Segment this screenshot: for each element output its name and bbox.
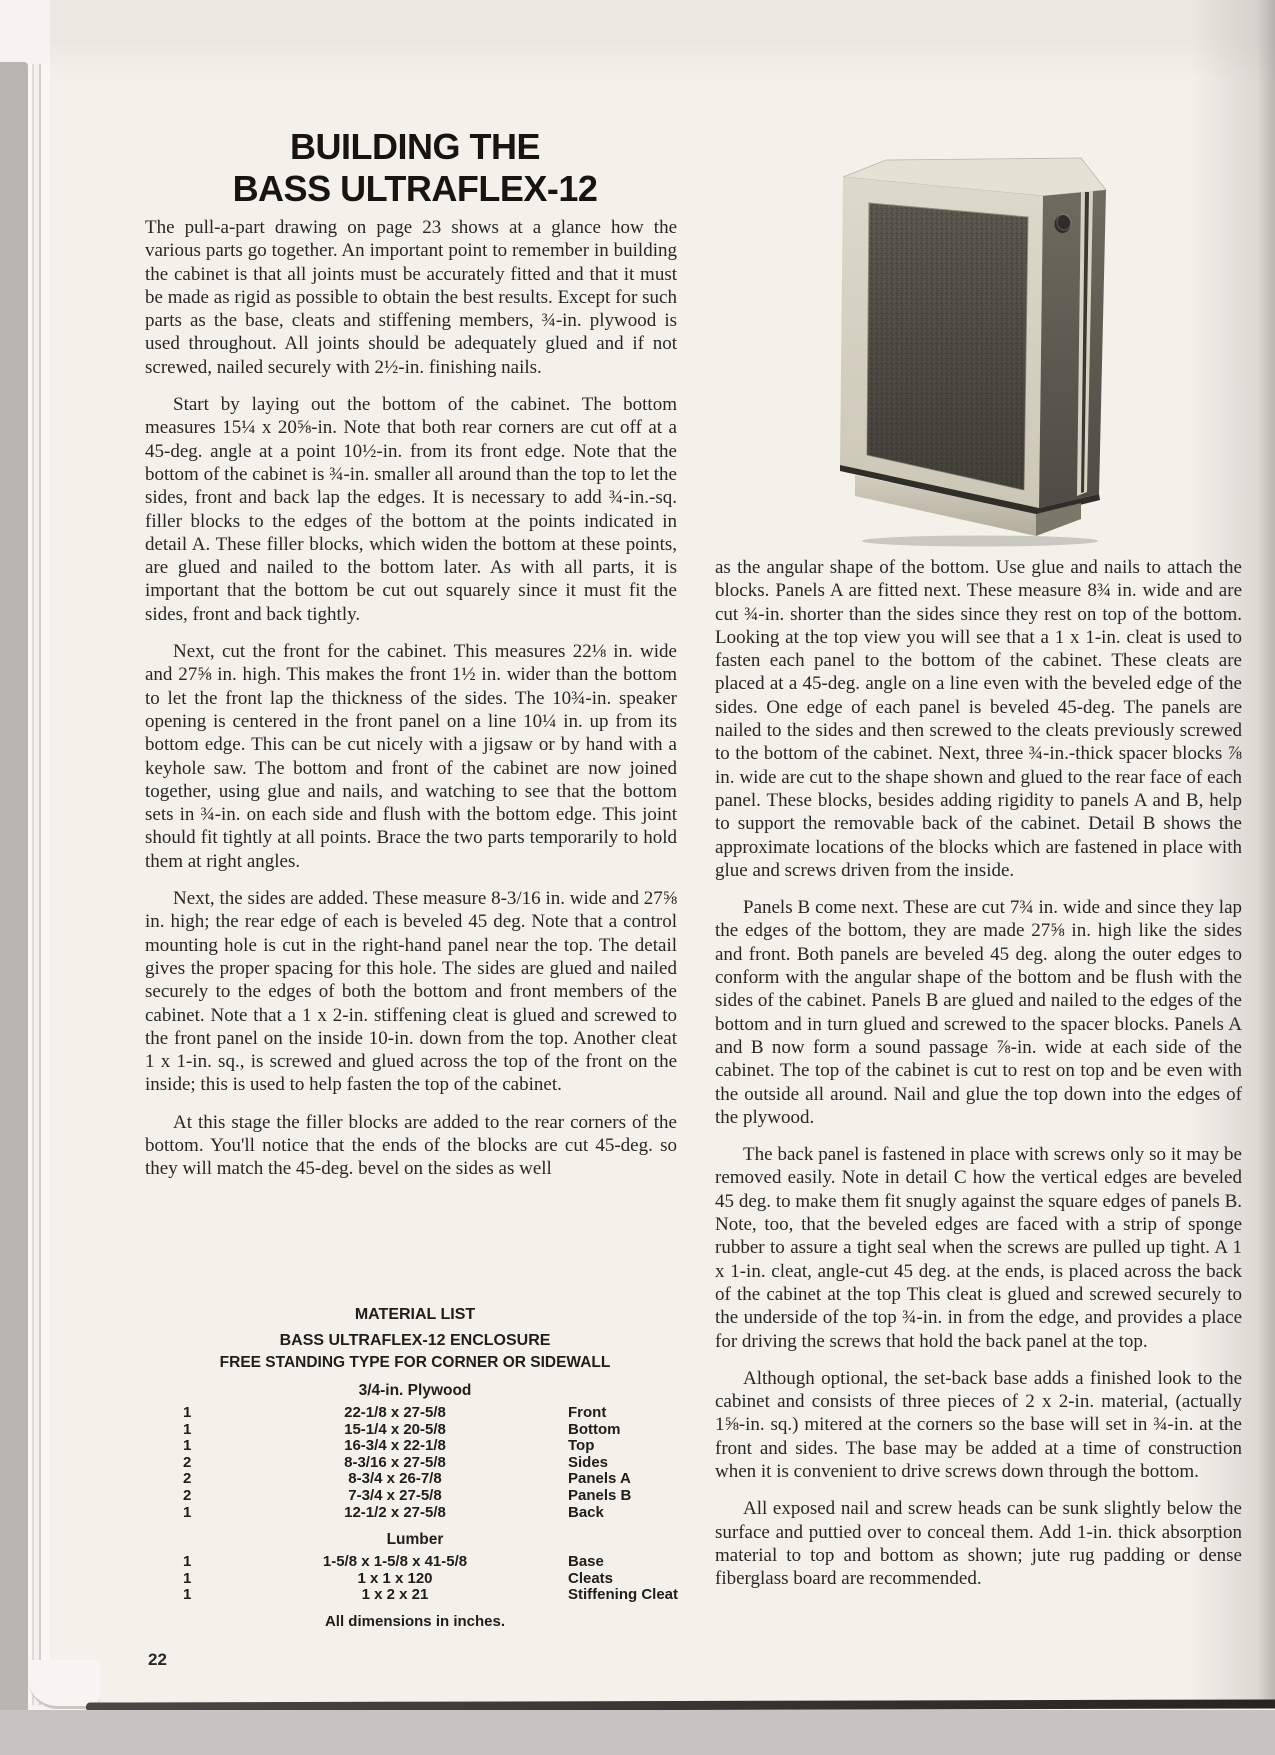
paragraph: The pull-a-part drawing on page 23 shows at a glance how the various parts go together. An important point to remember in building the cabinet is that all joints must be accurately fitted and that it must be made as rigid as possible to obtain the best results. Except for such parts as the base, cleats and stiffening members, ¾-in. plywood is used throughout. All joints should be adequately glued and if not screwed, nailed securely with 2½-in. finishing nails. (145, 217, 677, 378)
material-row (145, 1438, 685, 1455)
material-row (145, 1455, 685, 1472)
scan-bottom-background (0, 1710, 1275, 1755)
material-qty: 2 (183, 1470, 192, 1488)
material-qty: 2 (183, 1486, 192, 1504)
material-row (145, 1554, 685, 1571)
book-left-edge (0, 62, 28, 1755)
material-row (145, 1587, 685, 1604)
material-qty: 1 (183, 1586, 192, 1604)
material-size: 12-1/2 x 27-5/8 (344, 1503, 446, 1521)
material-qty: 2 (183, 1453, 192, 1471)
material-qty: 1 (183, 1420, 192, 1438)
material-part: Bottom (568, 1420, 621, 1438)
page-stack-edges (28, 64, 50, 1705)
material-part: Panels B (568, 1486, 632, 1504)
paragraph: Panels B come next. These are cut 7¾ in. wide and since they lap the edges of the bottom, they are made 27⅝ in. high like the sides and front. Both panels are beveled 45 deg. along the outer edges to conform with the angular shape of the bottom and be flush with the sides of the cabinet. Panels B are glued and nailed to the edges of the bottom and in turn glued and screwed to the spacer blocks. Panels A and B now form a sound passage ⅞-in. wide at each side of the cabinet. The top of the cabinet is cut to rest on top and be even with the outside all around. Nail and glue the top down into the edges of the plywood. (715, 897, 1242, 1128)
material-size: 16-3/4 x 22-1/8 (344, 1437, 446, 1455)
cabinet-photo-illustration (838, 156, 1114, 548)
material-qty: 1 (183, 1404, 192, 1421)
material-qty: 1 (183, 1437, 192, 1455)
material-part: Base (568, 1553, 604, 1571)
material-section-lumber: Lumber (386, 1531, 444, 1549)
page-number: 22 (148, 1650, 167, 1669)
material-size: 15-1/4 x 20-5/8 (344, 1420, 446, 1438)
paragraph: as the angular shape of the bottom. Use glue and nails to attach the blocks. Panels A are fitted next. These measure 8¾ in. wide and are cut ¾-in. shorter than the sides since they rest on top of the bottom. Looking at the top view you will see that a 1 x 1-in. cleat is used to fasten each panel to the bottom of the cabinet. These cleats are placed at a 45-deg. angle on a line even with the beveled edge of the sides. One edge of each panel is beveled 45-deg. The panels are nailed to the sides and then screwed to the cleats previously screwed to the bottom of the cabinet. Next, three ¾-in.-thick spacer blocks ⅞ in. wide are cut to the shape shown and glued to the rear face of each panel. These blocks, besides adding rigidity to panels A and B, help to support the removable back of the cabinet. Detail B shows the approximate locations of the blocks which are fastened in place with glue and screws driven from the inside. (715, 557, 1242, 881)
paragraph: Start by laying out the bottom of the cabinet. The bottom measures 15¼ x 20⅝-in. Note that both rear corners are cut off at a 45-deg. angle at a point 10½-in. from its front edge. Note that the bottom of the cabinet is ¾-in. smaller all around than the top to let the sides, front and back lap the edges. It is necessary to add ¾-in.-sq. filler blocks to the edges of the bottom at the points indicated in detail A. These filler blocks, which widen the bottom at these points, are glued and nailed to the bottom later. As with all parts, it is important that the bottom be cut out squarely since it must fit the sides, front and back tightly. (145, 394, 677, 625)
material-size: 22-1/8 x 27-5/8 (344, 1404, 446, 1421)
material-list (145, 1306, 685, 1630)
right-text-column (715, 556, 1242, 1590)
material-size: 1 x 2 x 21 (361, 1586, 429, 1604)
material-size: 7-3/4 x 27-5/8 (348, 1486, 442, 1504)
paragraph: Next, cut the front for the cabinet. This measures 22⅛ in. wide and 27⅝ in. high. This makes the front 1½ in. wider than the bottom to let the front lap the thickness of the sides. The 10¾-in. speaker opening is centered in the front panel on a line 10¼ in. up from its bottom edge. This can be cut nicely with a jigsaw or by hand with a keyhole saw. The bottom and front of the cabinet are now joined together, using glue and nails, and watching to see that the bottom sets in ¾-in. on each side and flush with the bottom edge. This joint should fit tightly at all points. Brace the two parts temporarily to hold them at right angles. (145, 641, 677, 872)
paragraph: Although optional, the set-back base adds a finished look to the cabinet and consists of three pieces of 2 x 2-in. material, (actually 1⅝-in. sq.) mitered at the corners so the base will set in ¾-in. at the front and sides. The base may be added at a time of construction when it is convenient to drive screws down through the bottom. (715, 1367, 1242, 1482)
material-qty: 1 (183, 1553, 192, 1571)
cabinet-photo (838, 156, 1114, 548)
page-title (145, 126, 685, 210)
material-part: Front (568, 1404, 607, 1421)
material-qty: 1 (183, 1569, 192, 1587)
material-size: 1 x 1 x 120 (357, 1569, 433, 1587)
material-row (145, 1422, 685, 1439)
material-qty: 1 (183, 1503, 192, 1521)
material-part: Sides (568, 1453, 609, 1471)
material-row (145, 1571, 685, 1588)
material-size: 8-3/4 x 26-7/8 (348, 1470, 442, 1488)
material-part: Back (568, 1503, 604, 1521)
page-title-line2: BASS ULTRAFLEX-12 (232, 168, 598, 209)
material-size: 1-5/8 x 1-5/8 x 41-5/8 (322, 1553, 468, 1571)
material-size: 8-3/16 x 27-5/8 (344, 1453, 446, 1471)
paragraph: Next, the sides are added. These measure 8-3/16 in. wide and 27⅝ in. high; the rear edge of each is beveled 45 deg. Note that a control mounting hole is cut in the right-hand panel near the top. The detail gives the proper spacing for this hole. The sides are glued and nailed securely to the edges of both the bottom and front members of the cabinet. Note that a 1 x 2-in. stiffening cleat is glued and screwed to the front panel on the inside 10-in. down from the top. Another cleat 1 x 1-in. sq., is screwed and glued across the top of the front on the inside; this is used to help fasten the top of the cabinet. (145, 888, 677, 1096)
material-list-footnote: All dimensions in inches. (324, 1612, 506, 1630)
left-text-column (145, 216, 677, 1181)
paragraph: All exposed nail and screw heads can be sunk slightly below the surface and puttied over to conceal them. Add 1-in. thick absorption material to top and bottom as shown; jute rug padding or dense fiberglass board are recommended. (715, 1498, 1242, 1590)
magazine-page (50, 0, 1275, 1705)
paragraph: The back panel is fastened in place with screws only so it may be removed easily. Note in detail C how the vertical edges are beveled 45 deg. to make them fit snugly against the square edges of panels B. Note, too, that the beveled edges are faced with a strip of sponge rubber to assure a tight seal when the screws are pulled up tight. A 1 x 1-in. cleat, angle-cut 45 deg. at the ends, is placed across the back of the cabinet at the top This cleat is glued and screwed securely to the underside of the top ¾-in. in from the edge, and provides a place for driving the screws that hold the back panel at the top. (715, 1144, 1242, 1352)
material-row (145, 1405, 685, 1422)
paragraph: At this stage the filler blocks are added to the rear corners of the bottom. You'll notice that the ends of the blocks are cut 45-deg. so they will match the 45-deg. bevel on the sides as well (145, 1111, 677, 1180)
material-part: Stiffening Cleat (568, 1586, 679, 1604)
material-section-plywood: 3/4-in. Plywood (358, 1382, 472, 1399)
material-list-subheading2: FREE STANDING TYPE FOR CORNER OR SIDEWALL (219, 1354, 611, 1371)
material-list-heading: MATERIAL LIST (354, 1306, 476, 1323)
material-row (145, 1488, 685, 1505)
page-title-line1: BUILDING THE (290, 126, 540, 167)
material-row (145, 1505, 685, 1522)
material-list-subheading: BASS ULTRAFLEX-12 ENCLOSURE (279, 1332, 551, 1349)
material-part: Top (568, 1437, 595, 1455)
material-part: Panels A (568, 1470, 631, 1488)
material-row (145, 1471, 685, 1488)
material-part: Cleats (568, 1569, 614, 1587)
